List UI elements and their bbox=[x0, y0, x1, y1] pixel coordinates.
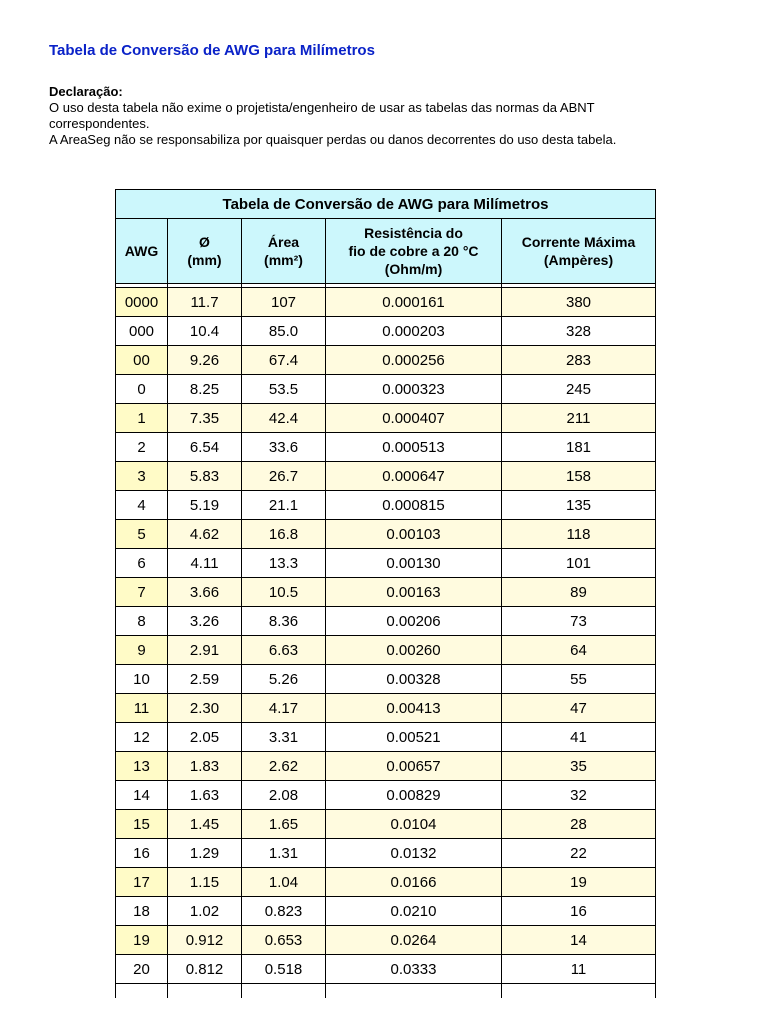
awg-cell: 6 bbox=[116, 549, 168, 578]
area-cell: 2.62 bbox=[242, 752, 326, 781]
resistance-cell: 0.0104 bbox=[326, 810, 502, 839]
awg-cell: 5 bbox=[116, 520, 168, 549]
current-cell: 158 bbox=[502, 462, 656, 491]
column-header-diameter bbox=[168, 219, 242, 284]
disclaimer-line: correspondentes. bbox=[49, 116, 150, 131]
awg-cell: 11 bbox=[116, 694, 168, 723]
diameter-cell: 2.05 bbox=[168, 723, 242, 752]
area-cell: 0.518 bbox=[242, 955, 326, 984]
column-header-line: AWG bbox=[124, 243, 159, 259]
column-header-line: Corrente Máxima bbox=[521, 234, 636, 250]
current-cell: 16 bbox=[502, 897, 656, 926]
area-cell: 53.5 bbox=[242, 375, 326, 404]
current-cell: 181 bbox=[502, 433, 656, 462]
resistance-cell: 0.000513 bbox=[326, 433, 502, 462]
current-cell: 11 bbox=[502, 955, 656, 984]
diameter-cell: 1.02 bbox=[168, 897, 242, 926]
awg-conversion-table bbox=[115, 189, 656, 998]
table-row bbox=[116, 288, 656, 317]
resistance-cell: 0.00521 bbox=[326, 723, 502, 752]
resistance-cell: 0.0333 bbox=[326, 955, 502, 984]
resistance-cell: 0.000256 bbox=[326, 346, 502, 375]
current-cell: 328 bbox=[502, 317, 656, 346]
resistance-cell: 0.000815 bbox=[326, 491, 502, 520]
resistance-cell: 0.0166 bbox=[326, 868, 502, 897]
current-cell: 89 bbox=[502, 578, 656, 607]
current-cell: 55 bbox=[502, 665, 656, 694]
diameter-cell: 4.11 bbox=[168, 549, 242, 578]
area-cell: 85.0 bbox=[242, 317, 326, 346]
current-cell: 283 bbox=[502, 346, 656, 375]
area-cell: 67.4 bbox=[242, 346, 326, 375]
diameter-cell: 5.19 bbox=[168, 491, 242, 520]
table-row bbox=[116, 607, 656, 636]
current-cell: 32 bbox=[502, 781, 656, 810]
current-cell: 245 bbox=[502, 375, 656, 404]
awg-cell: 00 bbox=[116, 346, 168, 375]
diameter-cell: 2.91 bbox=[168, 636, 242, 665]
awg-cell: 16 bbox=[116, 839, 168, 868]
continuation-cell bbox=[168, 984, 242, 999]
table-row bbox=[116, 868, 656, 897]
table-row bbox=[116, 491, 656, 520]
area-cell: 16.8 bbox=[242, 520, 326, 549]
resistance-cell: 0.000407 bbox=[326, 404, 502, 433]
diameter-cell: 1.83 bbox=[168, 752, 242, 781]
disclaimer-heading: Declaração: bbox=[49, 84, 123, 99]
current-cell: 14 bbox=[502, 926, 656, 955]
table-row bbox=[116, 839, 656, 868]
column-header-line: Resistência do bbox=[364, 225, 463, 241]
awg-cell: 15 bbox=[116, 810, 168, 839]
table-row bbox=[116, 752, 656, 781]
table-row bbox=[116, 462, 656, 491]
diameter-cell: 2.59 bbox=[168, 665, 242, 694]
resistance-cell: 0.00130 bbox=[326, 549, 502, 578]
diameter-cell: 3.66 bbox=[168, 578, 242, 607]
resistance-cell: 0.00103 bbox=[326, 520, 502, 549]
awg-cell: 17 bbox=[116, 868, 168, 897]
area-cell: 8.36 bbox=[242, 607, 326, 636]
area-cell: 10.5 bbox=[242, 578, 326, 607]
resistance-cell: 0.0264 bbox=[326, 926, 502, 955]
current-cell: 380 bbox=[502, 288, 656, 317]
table-title: Tabela de Conversão de AWG para Milímetros bbox=[116, 190, 656, 219]
awg-table-container bbox=[115, 189, 656, 998]
current-cell: 47 bbox=[502, 694, 656, 723]
awg-cell: 18 bbox=[116, 897, 168, 926]
table-row bbox=[116, 317, 656, 346]
awg-cell: 14 bbox=[116, 781, 168, 810]
area-cell: 6.63 bbox=[242, 636, 326, 665]
diameter-cell: 8.25 bbox=[168, 375, 242, 404]
table-row bbox=[116, 665, 656, 694]
current-cell: 135 bbox=[502, 491, 656, 520]
current-cell: 101 bbox=[502, 549, 656, 578]
table-row bbox=[116, 433, 656, 462]
document-title: Tabela de Conversão de AWG para Milímetros bbox=[49, 42, 375, 59]
area-cell: 2.08 bbox=[242, 781, 326, 810]
diameter-cell: 9.26 bbox=[168, 346, 242, 375]
current-cell: 41 bbox=[502, 723, 656, 752]
area-cell: 0.823 bbox=[242, 897, 326, 926]
area-cell: 26.7 bbox=[242, 462, 326, 491]
awg-cell: 20 bbox=[116, 955, 168, 984]
area-cell: 0.653 bbox=[242, 926, 326, 955]
awg-cell: 7 bbox=[116, 578, 168, 607]
resistance-cell: 0.000161 bbox=[326, 288, 502, 317]
diameter-cell: 4.62 bbox=[168, 520, 242, 549]
diameter-cell: 11.7 bbox=[168, 288, 242, 317]
table-row bbox=[116, 723, 656, 752]
awg-cell: 1 bbox=[116, 404, 168, 433]
table-row bbox=[116, 955, 656, 984]
resistance-cell: 0.00260 bbox=[326, 636, 502, 665]
diameter-cell: 5.83 bbox=[168, 462, 242, 491]
current-cell: 35 bbox=[502, 752, 656, 781]
area-cell: 5.26 bbox=[242, 665, 326, 694]
current-cell: 73 bbox=[502, 607, 656, 636]
disclaimer-line: A AreaSeg não se responsabiliza por quaisquer perdas ou danos decorrentes do uso desta tabela. bbox=[49, 132, 617, 147]
awg-cell: 4 bbox=[116, 491, 168, 520]
resistance-cell: 0.000647 bbox=[326, 462, 502, 491]
area-cell: 21.1 bbox=[242, 491, 326, 520]
resistance-cell: 0.00163 bbox=[326, 578, 502, 607]
area-cell: 13.3 bbox=[242, 549, 326, 578]
resistance-cell: 0.0210 bbox=[326, 897, 502, 926]
diameter-cell: 6.54 bbox=[168, 433, 242, 462]
diameter-cell: 1.63 bbox=[168, 781, 242, 810]
table-body bbox=[116, 288, 656, 984]
diameter-cell: 0.912 bbox=[168, 926, 242, 955]
diameter-cell: 10.4 bbox=[168, 317, 242, 346]
continuation-cell bbox=[326, 984, 502, 999]
area-cell: 3.31 bbox=[242, 723, 326, 752]
table-row bbox=[116, 694, 656, 723]
diameter-cell: 7.35 bbox=[168, 404, 242, 433]
diameter-cell: 3.26 bbox=[168, 607, 242, 636]
current-cell: 118 bbox=[502, 520, 656, 549]
resistance-cell: 0.00657 bbox=[326, 752, 502, 781]
resistance-cell: 0.00413 bbox=[326, 694, 502, 723]
continuation-cell bbox=[116, 984, 168, 999]
table-row bbox=[116, 810, 656, 839]
diameter-cell: 1.29 bbox=[168, 839, 242, 868]
resistance-cell: 0.000203 bbox=[326, 317, 502, 346]
awg-cell: 000 bbox=[116, 317, 168, 346]
disclaimer-line: O uso desta tabela não exime o projetista/engenheiro de usar as tabelas das normas da ABNT bbox=[49, 100, 595, 115]
current-cell: 64 bbox=[502, 636, 656, 665]
column-header-max-current bbox=[502, 219, 656, 284]
column-header-line: (Ampères) bbox=[543, 252, 614, 268]
awg-cell: 8 bbox=[116, 607, 168, 636]
table-continuation bbox=[116, 984, 656, 999]
table-row bbox=[116, 549, 656, 578]
column-header-resistance bbox=[326, 219, 502, 284]
awg-cell: 0000 bbox=[116, 288, 168, 317]
diameter-cell: 1.45 bbox=[168, 810, 242, 839]
disclaimer bbox=[49, 84, 616, 148]
awg-cell: 2 bbox=[116, 433, 168, 462]
awg-cell: 0 bbox=[116, 375, 168, 404]
awg-cell: 9 bbox=[116, 636, 168, 665]
awg-cell: 10 bbox=[116, 665, 168, 694]
table-row bbox=[116, 346, 656, 375]
table-row bbox=[116, 404, 656, 433]
area-cell: 42.4 bbox=[242, 404, 326, 433]
column-header-area bbox=[242, 219, 326, 284]
resistance-cell: 0.000323 bbox=[326, 375, 502, 404]
table-row bbox=[116, 636, 656, 665]
area-cell: 4.17 bbox=[242, 694, 326, 723]
awg-cell: 12 bbox=[116, 723, 168, 752]
diameter-cell: 2.30 bbox=[168, 694, 242, 723]
column-header-line: (mm) bbox=[187, 252, 222, 268]
resistance-cell: 0.00328 bbox=[326, 665, 502, 694]
awg-cell: 3 bbox=[116, 462, 168, 491]
table-row bbox=[116, 578, 656, 607]
diameter-cell: 0.812 bbox=[168, 955, 242, 984]
column-header-line: fio de cobre a 20 °C bbox=[348, 243, 479, 259]
table-row bbox=[116, 897, 656, 926]
diameter-cell: 1.15 bbox=[168, 868, 242, 897]
resistance-cell: 0.00206 bbox=[326, 607, 502, 636]
table-row bbox=[116, 520, 656, 549]
area-cell: 33.6 bbox=[242, 433, 326, 462]
current-cell: 28 bbox=[502, 810, 656, 839]
resistance-cell: 0.00829 bbox=[326, 781, 502, 810]
current-cell: 211 bbox=[502, 404, 656, 433]
column-header-awg bbox=[116, 219, 168, 284]
column-header-line: Área bbox=[267, 234, 300, 250]
table-row bbox=[116, 375, 656, 404]
area-cell: 1.04 bbox=[242, 868, 326, 897]
current-cell: 22 bbox=[502, 839, 656, 868]
area-cell: 1.31 bbox=[242, 839, 326, 868]
column-header-line: (mm²) bbox=[264, 252, 303, 268]
awg-cell: 19 bbox=[116, 926, 168, 955]
continuation-cell bbox=[502, 984, 656, 999]
area-cell: 1.65 bbox=[242, 810, 326, 839]
current-cell: 19 bbox=[502, 868, 656, 897]
column-header-line: Ø bbox=[199, 234, 210, 250]
column-header-line: (Ohm/m) bbox=[384, 261, 443, 277]
awg-cell: 13 bbox=[116, 752, 168, 781]
table-row bbox=[116, 781, 656, 810]
resistance-cell: 0.0132 bbox=[326, 839, 502, 868]
continuation-cell bbox=[242, 984, 326, 999]
table-row bbox=[116, 926, 656, 955]
area-cell: 107 bbox=[242, 288, 326, 317]
